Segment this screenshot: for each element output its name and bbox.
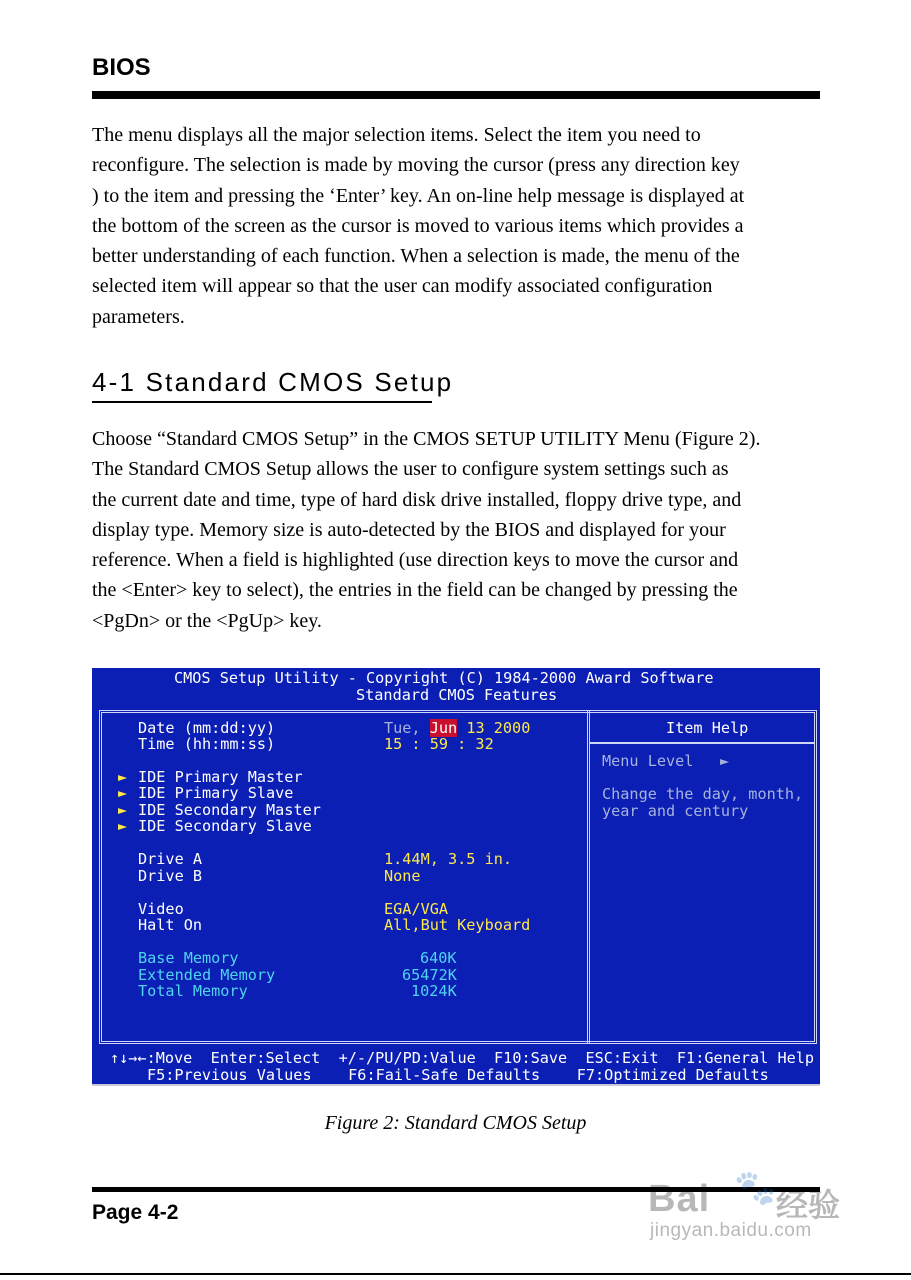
- menu-level-arrow-icon: ►: [720, 752, 730, 770]
- submenu-arrow-icon: ►: [118, 801, 128, 819]
- bios-title: CMOS Setup Utility - Copyright (C) 1984-2000 Award Software: [174, 669, 714, 687]
- intro-line: parameters.: [92, 305, 185, 328]
- extended-memory-value: 65472K: [402, 966, 457, 984]
- submenu-arrow-icon: ►: [118, 784, 128, 802]
- submenu-arrow-icon: ►: [118, 768, 128, 786]
- intro-line: better understanding of each function. When a selection is made, the menu of the: [92, 245, 740, 268]
- submenu-arrow-icon: ►: [118, 817, 128, 835]
- intro-line: selected item will appear so that the user can modify associated configuration: [92, 275, 713, 298]
- section-line: The Standard CMOS Setup allows the user to configure system settings such as: [92, 458, 729, 481]
- section-line: <PgDn> or the <PgUp> key.: [92, 609, 322, 632]
- header-rule: [92, 91, 820, 99]
- date-label[interactable]: Date (mm:dd:yy): [138, 719, 276, 737]
- section-line: the current date and time, type of hard disk drive installed, floppy drive type, and: [92, 488, 742, 511]
- item-help-title: Item Help: [666, 719, 749, 737]
- video-label[interactable]: Video: [138, 900, 184, 918]
- video-value[interactable]: EGA/VGA: [384, 900, 449, 918]
- intro-line: ) to the item and pressing the ‘Enter’ key. An on-line help message is displayed at: [92, 184, 745, 207]
- halt-on-value[interactable]: All,But Keyboard: [384, 916, 531, 934]
- ide-primary-slave[interactable]: IDE Primary Slave: [138, 784, 294, 802]
- base-memory-value: 640K: [420, 949, 457, 967]
- help-text-line: Change the day, month,: [602, 785, 804, 803]
- ide-primary-master[interactable]: IDE Primary Master: [138, 768, 303, 786]
- total-memory-value: 1024K: [411, 982, 457, 1000]
- baidu-watermark: [648, 1168, 858, 1246]
- total-memory-label: Total Memory: [138, 982, 248, 1000]
- date-rest: 13 2000: [466, 719, 531, 737]
- intro-paragraph: [92, 120, 822, 332]
- section-title: 4-1 Standard CMOS Setup: [92, 367, 454, 397]
- bios-column-separator: [587, 710, 590, 1044]
- intro-line: the bottom of the screen as the cursor is moved to various items which provides a: [92, 214, 744, 237]
- section-line: reference. When a field is highlighted (use direction keys to move the cursor and: [92, 549, 739, 572]
- time-label[interactable]: Time (hh:mm:ss): [138, 735, 276, 753]
- drive-a-value[interactable]: 1.44M, 3.5 in.: [384, 850, 513, 868]
- menu-level-label: Menu Level: [602, 752, 694, 770]
- halt-on-label[interactable]: Halt On: [138, 916, 203, 934]
- paw-icon: 🐾: [734, 1169, 777, 1207]
- page-bottom-border: [0, 1273, 911, 1275]
- watermark-url: jingyan.baidu.com: [650, 1220, 812, 1241]
- section-line: Choose “Standard CMOS Setup” in the CMOS SETUP UTILITY Menu (Figure 2).: [92, 428, 761, 450]
- page-header-title: BIOS: [92, 54, 151, 81]
- page-number: Page 4-2: [92, 1201, 179, 1224]
- bios-help-separator: [590, 742, 814, 744]
- drive-b-label[interactable]: Drive B: [138, 867, 203, 885]
- bios-bottom-rule: [92, 1084, 820, 1086]
- drive-a-label[interactable]: Drive A: [138, 850, 203, 868]
- watermark-brand: Bai: [648, 1178, 711, 1220]
- ide-secondary-master[interactable]: IDE Secondary Master: [138, 801, 321, 819]
- intro-line: reconfigure. The selection is made by moving the cursor (press any direction key: [92, 154, 740, 177]
- date-day: Tue,: [384, 719, 421, 737]
- intro-line: The menu displays all the major selection items. Select the item you need to: [92, 124, 701, 146]
- help-text-line: year and century: [602, 802, 749, 820]
- drive-b-value[interactable]: None: [384, 867, 421, 885]
- bios-key-legend-row1: ↑↓→←:Move Enter:Select +/-/PU/PD:Value F10:Save ESC:Exit F1:General Help: [110, 1049, 815, 1067]
- section-paragraph: [92, 424, 822, 636]
- bios-subtitle: Standard CMOS Features: [356, 686, 558, 704]
- ide-secondary-slave[interactable]: IDE Secondary Slave: [138, 817, 312, 835]
- base-memory-label: Base Memory: [138, 949, 239, 967]
- section-title-underline: [92, 401, 432, 403]
- bios-key-legend-row2: F5:Previous Values F6:Fail-Safe Defaults F7:Optimized Defaults: [147, 1066, 769, 1084]
- date-month[interactable]: Jun: [429, 719, 458, 737]
- bios-screenshot: [92, 668, 820, 1086]
- watermark-brand-cn: 经验: [776, 1187, 841, 1223]
- extended-memory-label: Extended Memory: [138, 966, 276, 984]
- time-value[interactable]: 15 : 59 : 32: [384, 735, 494, 753]
- figure-caption: Figure 2: Standard CMOS Setup: [324, 1112, 587, 1134]
- section-line: display type. Memory size is auto-detected by the BIOS and displayed for your: [92, 518, 726, 541]
- section-line: the <Enter> key to select), the entries in the field can be changed by pressing the: [92, 579, 738, 602]
